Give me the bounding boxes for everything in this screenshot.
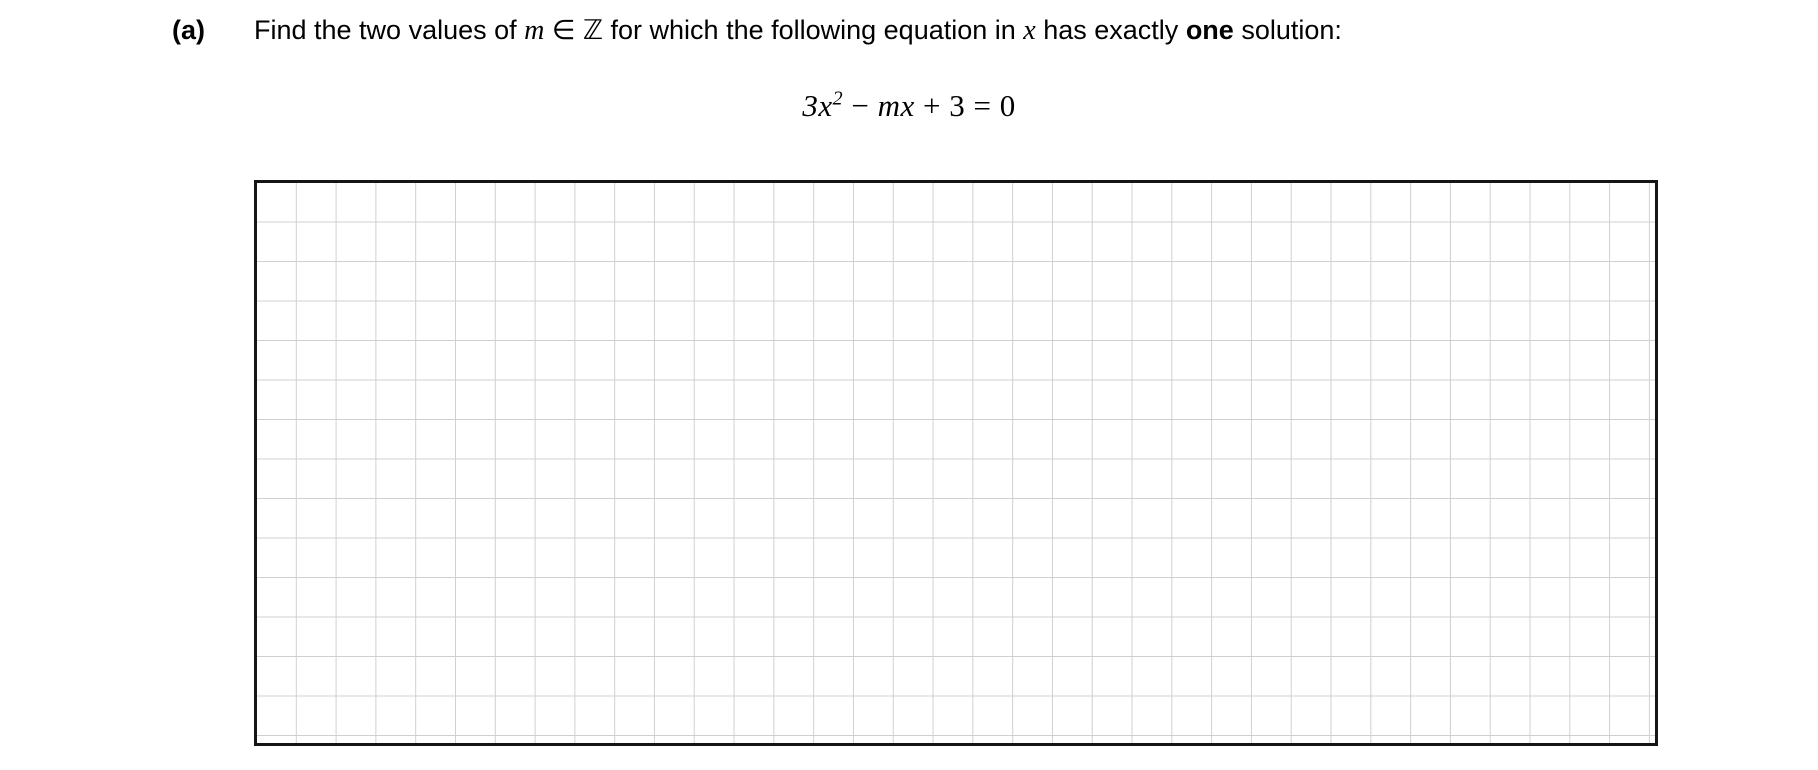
equation-x-term2: x	[900, 88, 915, 123]
equation-x-term: x	[818, 88, 833, 123]
equation-display	[0, 88, 1818, 124]
question-text-part2: for which the following equation in	[603, 15, 1024, 45]
question-text-part1: Find the two values of	[254, 15, 525, 45]
variable-x: x	[1023, 15, 1036, 46]
variable-m: m	[524, 15, 545, 46]
question-emphasis: one	[1185, 15, 1234, 45]
equation-coefficient: 3	[802, 88, 819, 123]
set-membership-symbol: ∈	[544, 15, 583, 45]
integer-set-symbol: ℤ	[582, 15, 604, 46]
question-text	[254, 14, 1342, 48]
equation-minus: −	[843, 88, 878, 123]
equation-plus: +	[914, 88, 950, 123]
question-text-part3: has exactly	[1035, 15, 1186, 45]
equation-exponent: 2	[832, 87, 844, 110]
answer-grid-box[interactable]	[254, 180, 1658, 746]
question-label: (a)	[172, 15, 205, 45]
question-text-part4: solution:	[1233, 15, 1342, 45]
equation-equals: =	[965, 88, 1000, 123]
equation-m-term: m	[877, 88, 901, 123]
question-line	[172, 14, 1672, 48]
equation-rhs: 0	[999, 88, 1016, 123]
equation-constant: 3	[949, 88, 966, 123]
